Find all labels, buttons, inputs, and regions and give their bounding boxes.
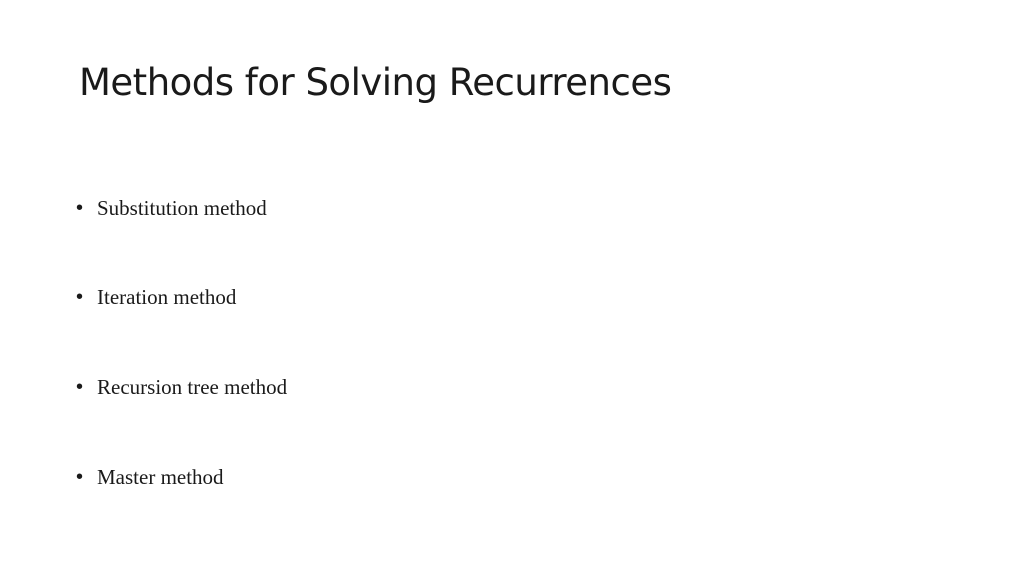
bullet-label: Master method bbox=[97, 464, 224, 489]
bullet-icon: • bbox=[76, 196, 84, 219]
bullet-label: Substitution method bbox=[97, 195, 267, 220]
bullet-icon: • bbox=[76, 285, 84, 308]
bullet-label: Recursion tree method bbox=[97, 374, 288, 399]
bullet-item-substitution-method bbox=[76, 192, 267, 224]
bullet-icon: • bbox=[76, 465, 84, 488]
bullet-item-recursion-tree-method bbox=[76, 371, 287, 403]
slide-title: Methods for Solving Recurrences bbox=[79, 61, 672, 104]
bullet-icon: • bbox=[76, 375, 84, 398]
bullet-item-master-method bbox=[76, 461, 224, 493]
bullet-label: Iteration method bbox=[97, 284, 237, 309]
bullet-item-iteration-method bbox=[76, 281, 236, 313]
